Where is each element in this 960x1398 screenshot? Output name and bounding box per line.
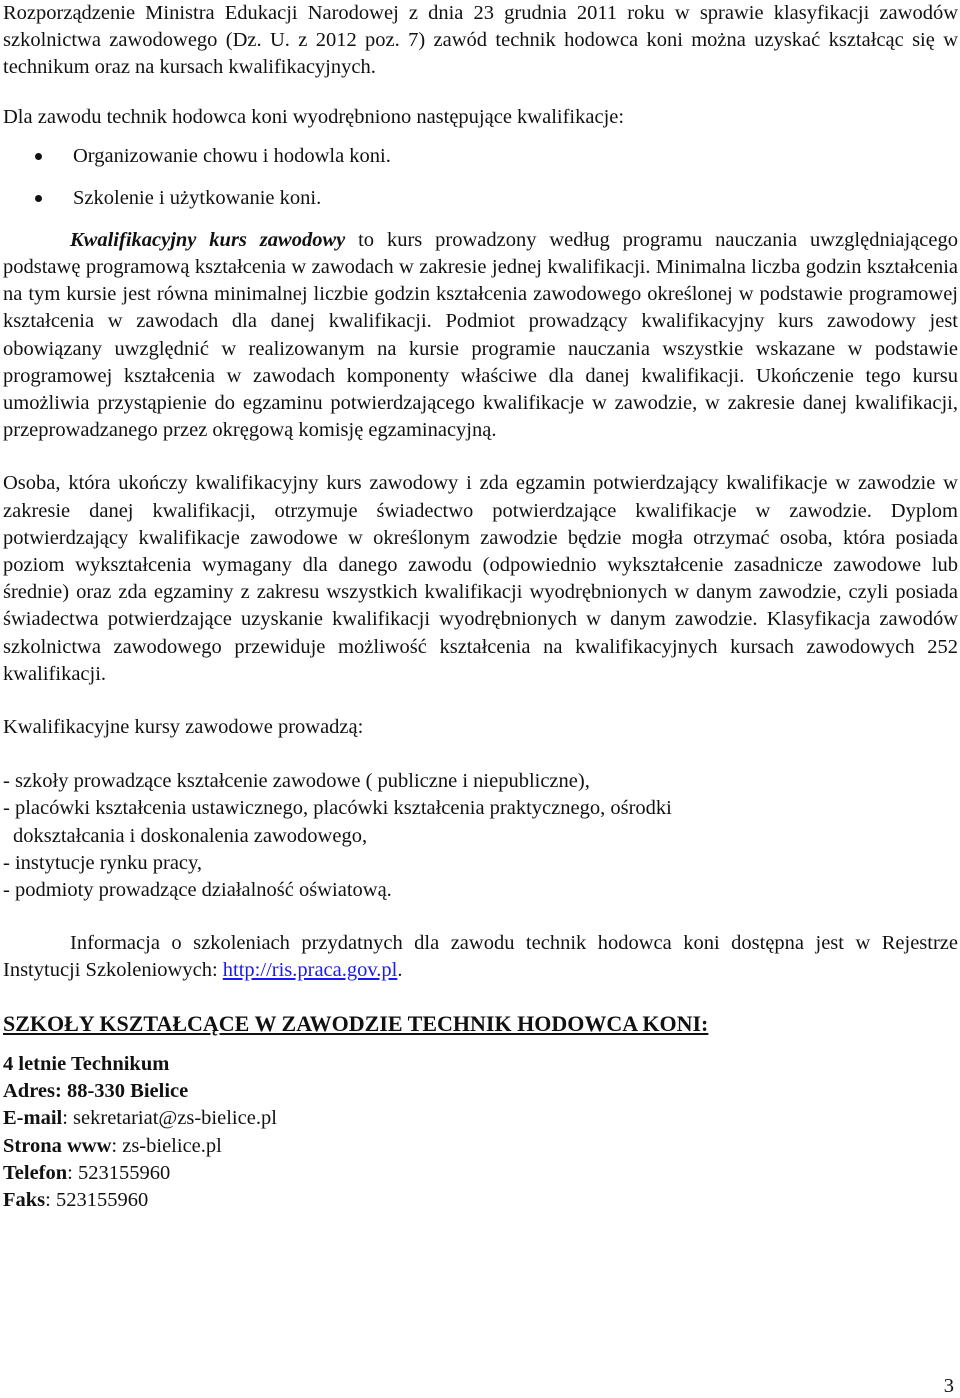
email-label: E-mail (3, 1107, 63, 1130)
page-number: 3 (943, 1375, 954, 1397)
list-item: - szkoły prowadzące kształcenie zawodowe ( publiczne i niepubliczne), (3, 770, 590, 793)
qualification-text: Organizowanie chowu i hodowla koni. (73, 144, 391, 167)
list-item (3, 143, 958, 169)
www-value: : zs-bielice.pl (111, 1134, 222, 1157)
fax-label: Faks (3, 1188, 46, 1211)
document-page (3, 0, 958, 1214)
email-value: : sekretariat@zs-bielice.pl (62, 1107, 277, 1130)
intro-paragraph: Rozporządzenie Ministra Edukacji Narodowej z dnia 23 grudnia 2011 roku w sprawie klasyfikacji zawodów szkolnictwa zawodowego (Dz. U. z 2012 poz. 7) zawód technik hodowca koni można uzyskać kształcąc się w technikum oraz na kursach kwalifikacyjnych. (3, 2, 958, 79)
school-name: 4 letnie Technikum (3, 1052, 170, 1075)
list-item: - podmioty prowadzące działalność oświatową. (3, 879, 392, 902)
providers-list (3, 768, 958, 904)
list-item: - placówki kształcenia ustawicznego, placówki kształcenia praktycznego, ośrodki (3, 797, 672, 820)
school-www (3, 1133, 958, 1160)
course-text: to kurs prowadzony według programu nauczania uwzględniającego podstawę programową kształcenia w zawodach w zakresie jednej kwalifikacji. Minimalna liczba godzin kształcenia na tym kursie jest równa minimalnej liczbie godzin kształcenia zawodowego określonej w podstawie programowej kształcenia w zawodach dla danej kwalifikacji. Podmiot prowadzący kwalifikacyjny kurs zawodowy jest obowiązany uwzględnić w realizowanym na kursie programie nauczania wszystkie wskazane w podstawie programowej kształcenia w zawodach komponenty właściwe dla danej kwalifikacji. Ukończenie tego kursu umożliwia przystąpienie do egzaminu potwierdzającego kwalifikacje w zawodzie, w zakresie danej kwalifikacji, przeprowadzanego przez okręgową komisję egzaminacyjną. (3, 228, 958, 442)
list-item-continuation: dokształcania i doskonalenia zawodowego, (13, 824, 368, 847)
www-label: Strona www (3, 1134, 112, 1157)
school-fax (3, 1187, 958, 1214)
school-address: Adres: 88-330 Bielice (3, 1080, 189, 1103)
course-term: Kwalifikacyjny kurs zawodowy (70, 228, 346, 251)
info-text: Informacja o szkoleniach przydatnych dla zawodu technik hodowca koni dostępna jest w Rejestrze Instytucji Szkoleniowych: (3, 932, 958, 982)
qualifications-lead: Dla zawodu technik hodowca koni wyodrębniono następujące kwalifikacje: (3, 105, 625, 128)
fax-value: : 523155960 (45, 1188, 149, 1211)
list-item (3, 185, 958, 211)
school-email (3, 1105, 958, 1132)
list-item: - instytucje rynku pracy, (3, 851, 203, 874)
phone-label: Telefon (3, 1161, 68, 1184)
bullet-icon (35, 153, 42, 160)
school-phone (3, 1160, 958, 1187)
qualification-text: Szkolenie i użytkowanie koni. (73, 186, 322, 209)
info-end: . (397, 959, 403, 982)
schools-heading: SZKOŁY KSZTAŁCĄCE W ZAWODZIE TECHNIK HODOWCA KONI: (3, 1010, 709, 1036)
ris-link[interactable]: http://ris.praca.gov.pl (222, 959, 398, 982)
info-paragraph (3, 930, 958, 984)
qualifications-list (3, 143, 958, 211)
school-details (3, 1051, 958, 1214)
graduation-paragraph: Osoba, która ukończy kwalifikacyjny kurs zawodowy i zda egzamin potwierdzający kwalifikacje w zawodzie w zakresie danej kwalifikacji, otrzymuje świadectwo potwierdzające kwalifikacje w zawodzie. Dyplom potwierdzający kwalifikacje zawodowe w określonym zawodzie będzie mogła otrzymać osoba, która posiada poziom wykształcenia wymagany dla danego zawodu (odpowiednio wykształcenie zasadnicze zawodowe lub średnie) oraz zda egzaminy z zakresu wszystkich kwalifikacji wyodrębnionych w danym zawodzie, czyli posiada świadectwa potwierdzające uzyskanie kwalifikacji wyodrębnionych w danym zawodzie. Klasyfikacja zawodów szkolnictwa zawodowego przewiduje możliwość kształcenia na kwalifikacyjnych kursach zawodowych 252 kwalifikacji. (3, 472, 958, 685)
phone-value: : 523155960 (67, 1161, 171, 1184)
course-paragraph (3, 227, 958, 445)
providers-lead: Kwalifikacyjne kursy zawodowe prowadzą: (3, 716, 364, 739)
bullet-icon (35, 195, 42, 202)
